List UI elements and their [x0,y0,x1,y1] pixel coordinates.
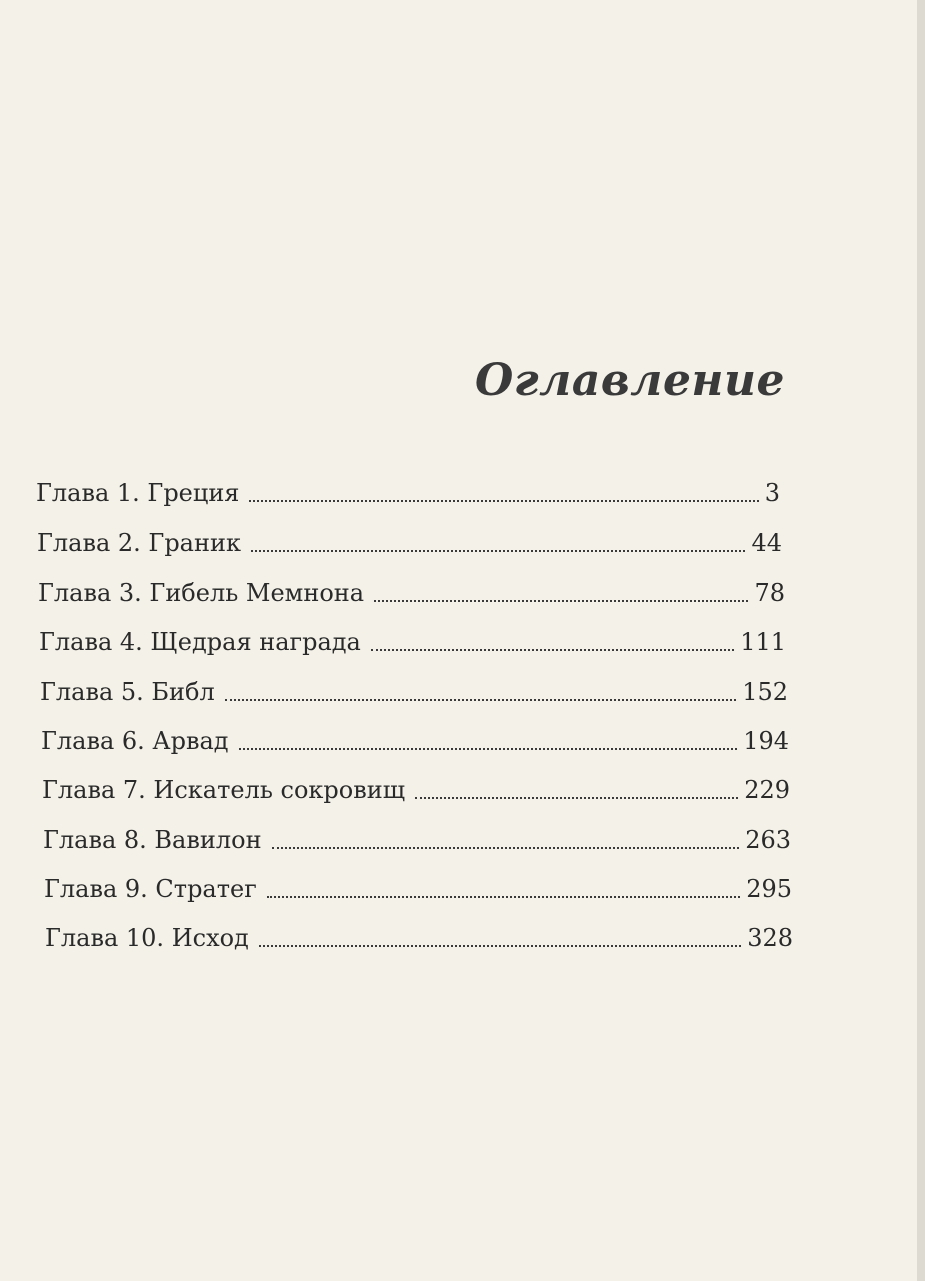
toc-leader-dots [267,896,740,898]
toc-leader-dots [251,550,745,552]
toc-leader-dots [374,600,748,602]
toc-entry-title: Глава 7. Искатель сокровищ [42,776,406,804]
toc-entry-page: 111 [740,628,786,656]
toc-entry-page: 3 [764,479,780,507]
toc-entry-title: Глава 9. Стратег [44,875,257,903]
toc-entry-page: 78 [754,579,785,607]
toc-entry[interactable] [43,825,791,855]
toc-entry-page: 263 [745,826,791,854]
toc-entry-page: 152 [742,678,788,706]
toc-leader-dots [259,945,741,947]
toc-entry-title: Глава 6. Арвад [41,727,229,755]
toc-entry-title: Глава 10. Исход [45,924,249,952]
toc-entry-title: Глава 4. Щедрая награда [39,628,361,656]
toc-entry-title: Глава 8. Вавилон [43,826,262,854]
toc-entry-page: 229 [744,776,790,804]
toc-leader-dots [371,649,734,651]
toc-leader-dots [239,748,738,750]
toc-entry-page: 328 [747,924,793,952]
toc-leader-dots [225,699,736,701]
toc-entry-title: Глава 5. Библ [40,678,215,706]
toc-entry-page: 44 [751,529,782,557]
toc-leader-dots [272,847,740,849]
toc-entry-title: Глава 2. Граник [37,529,241,557]
page-edge [917,0,925,1281]
toc-entry[interactable] [44,874,792,904]
contents-heading: Оглавление [475,355,785,406]
toc-entry-page: 295 [746,875,792,903]
toc-leader-dots [249,500,758,502]
toc-entry-page: 194 [743,727,789,755]
toc-leader-dots [415,797,738,799]
toc-entry-title: Глава 1. Греция [36,479,240,507]
toc-entry[interactable] [36,478,780,508]
toc-entry-title: Глава 3. Гибель Мемнона [38,579,365,607]
toc-entry[interactable] [37,528,782,558]
toc-entry[interactable] [38,578,785,608]
toc-entry[interactable] [39,627,786,657]
toc-entry[interactable] [42,775,790,805]
toc-entry[interactable] [40,677,788,707]
toc-entry[interactable] [45,923,793,953]
toc-entry[interactable] [41,726,789,756]
